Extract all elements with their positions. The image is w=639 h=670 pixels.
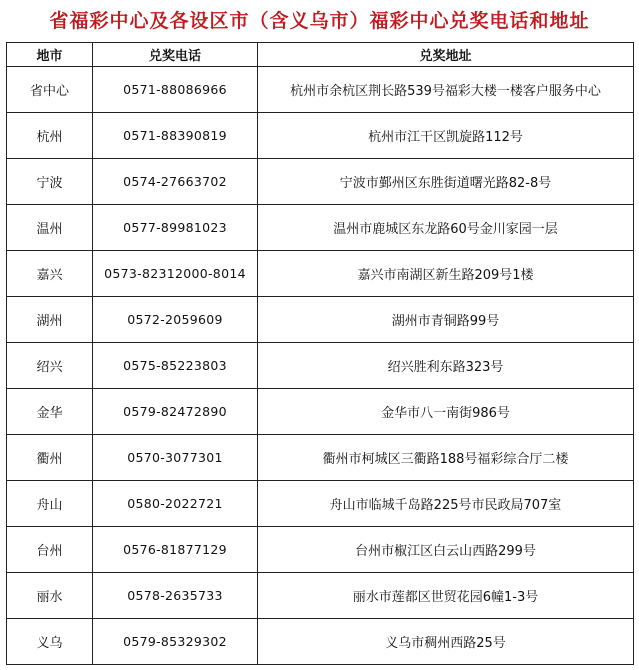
table-row [7,159,634,205]
phone-cell: 0577-89981023 [93,205,258,251]
city-cell: 台州 [7,527,93,573]
address-cell: 嘉兴市南湖区新生路209号1楼 [258,251,634,297]
city-cell: 温州 [7,205,93,251]
table-row [7,297,634,343]
address-cell: 台州市椒江区白云山西路299号 [258,527,634,573]
table-row [7,343,634,389]
phone-cell: 0574-27663702 [93,159,258,205]
column-header-address: 兑奖地址 [258,43,634,67]
header-row [7,43,634,67]
table-row [7,573,634,619]
phone-cell: 0579-82472890 [93,389,258,435]
table-row [7,251,634,297]
address-cell: 绍兴胜利东路323号 [258,343,634,389]
table-row [7,527,634,573]
phone-cell: 0578-2635733 [93,573,258,619]
address-cell: 舟山市临城千岛路225号市民政局707室 [258,481,634,527]
table-row [7,205,634,251]
phone-cell: 0570-3077301 [93,435,258,481]
phone-cell: 0573-82312000-8014 [93,251,258,297]
table-row [7,619,634,665]
address-cell: 义乌市稠州西路25号 [258,619,634,665]
city-cell: 绍兴 [7,343,93,389]
table-row [7,435,634,481]
column-header-city: 地市 [7,43,93,67]
page-title: 省福彩中心及各设区市（含义乌市）福彩中心兑奖电话和地址 [0,0,639,42]
address-cell: 湖州市青铜路99号 [258,297,634,343]
table-row [7,481,634,527]
column-header-phone: 兑奖电话 [93,43,258,67]
city-cell: 宁波 [7,159,93,205]
phone-cell: 0572-2059609 [93,297,258,343]
table-row [7,389,634,435]
phone-cell: 0571-88086966 [93,67,258,113]
phone-cell: 0579-85329302 [93,619,258,665]
city-cell: 杭州 [7,113,93,159]
table-row [7,113,634,159]
address-cell: 衢州市柯城区三衢路188号福彩综合厅二楼 [258,435,634,481]
city-cell: 丽水 [7,573,93,619]
city-cell: 金华 [7,389,93,435]
lottery-redemption-table [6,42,634,665]
address-cell: 金华市八一南街986号 [258,389,634,435]
address-cell: 宁波市鄞州区东胜街道曙光路82-8号 [258,159,634,205]
city-cell: 舟山 [7,481,93,527]
table-row [7,67,634,113]
phone-cell: 0571-88390819 [93,113,258,159]
address-cell: 温州市鹿城区东龙路60号金川家园一层 [258,205,634,251]
city-cell: 衢州 [7,435,93,481]
city-cell: 湖州 [7,297,93,343]
city-cell: 义乌 [7,619,93,665]
address-cell: 杭州市余杭区荆长路539号福彩大楼一楼客户服务中心 [258,67,634,113]
address-cell: 杭州市江干区凯旋路112号 [258,113,634,159]
phone-cell: 0576-81877129 [93,527,258,573]
address-cell: 丽水市莲都区世贸花园6幢1-3号 [258,573,634,619]
city-cell: 嘉兴 [7,251,93,297]
phone-cell: 0580-2022721 [93,481,258,527]
city-cell: 省中心 [7,67,93,113]
phone-cell: 0575-85223803 [93,343,258,389]
